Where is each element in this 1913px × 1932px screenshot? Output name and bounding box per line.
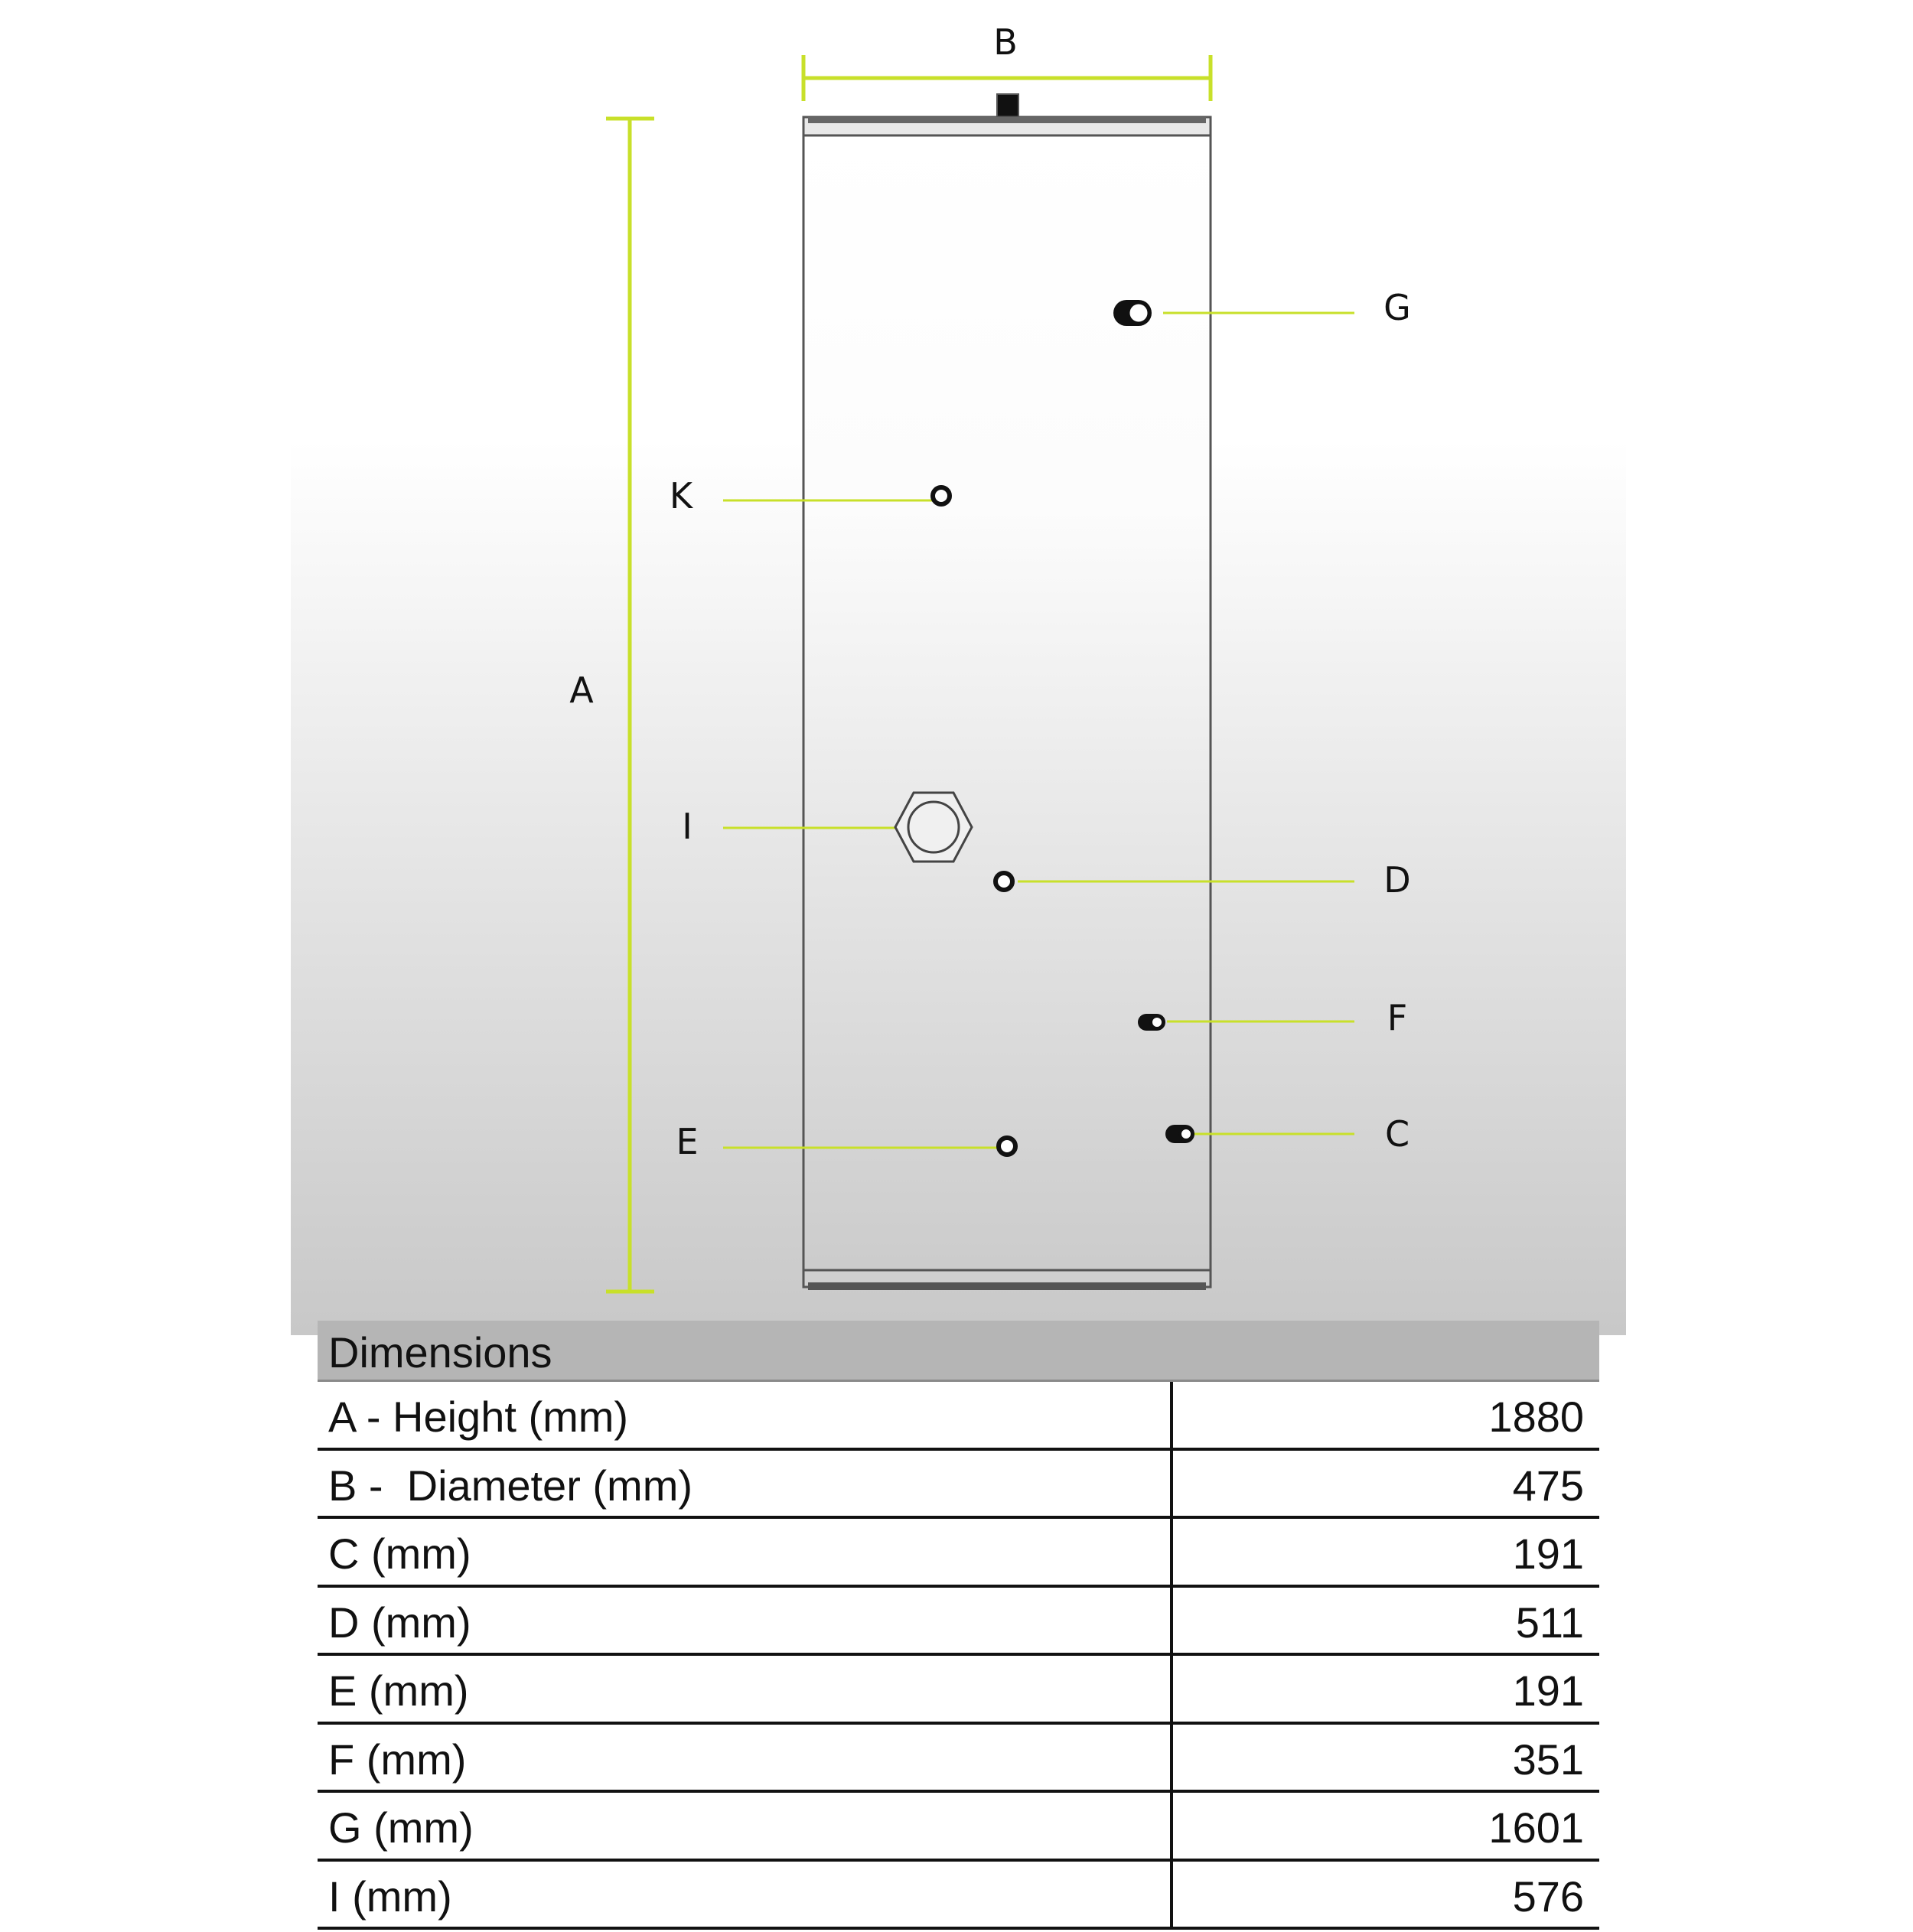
- dimensions-table: [318, 1321, 1599, 1930]
- port-k-icon: [933, 487, 950, 504]
- dimension-value: 1601: [1488, 1803, 1584, 1852]
- table-row: [318, 1793, 1599, 1862]
- port-d-icon: [996, 873, 1012, 890]
- dimension-name: B - Diameter (mm): [318, 1451, 1173, 1517]
- dimension-name: C (mm): [318, 1519, 1173, 1585]
- label-c: C: [1384, 1113, 1410, 1155]
- label-f: F: [1387, 997, 1408, 1038]
- table-row: [318, 1725, 1599, 1794]
- port-f-icon: [1138, 1014, 1165, 1031]
- table-row: [318, 1588, 1599, 1657]
- top-fitting-icon: [997, 94, 1018, 117]
- port-g-icon: [1113, 300, 1152, 326]
- dimension-value: 576: [1512, 1872, 1584, 1921]
- dimension-value: 191: [1512, 1666, 1584, 1715]
- dimension-value: 475: [1512, 1461, 1584, 1510]
- dimension-value: 511: [1515, 1598, 1584, 1647]
- dimension-name: G (mm): [318, 1793, 1173, 1859]
- dimension-value: 351: [1512, 1735, 1584, 1784]
- label-e: E: [676, 1121, 699, 1162]
- dimension-name: D (mm): [318, 1588, 1173, 1653]
- label-g: G: [1383, 287, 1411, 328]
- table-row: [318, 1656, 1599, 1725]
- tank-body: [803, 117, 1211, 1290]
- port-e-icon: [999, 1138, 1015, 1155]
- label-k: K: [669, 475, 693, 516]
- table-row: [318, 1451, 1599, 1520]
- dimension-value: 191: [1512, 1530, 1584, 1578]
- dimension-name: A - Height (mm): [318, 1382, 1173, 1448]
- table-row: [318, 1862, 1599, 1930]
- table-row: [318, 1382, 1599, 1451]
- label-d: D: [1383, 859, 1411, 901]
- label-i: I: [682, 806, 693, 847]
- dimension-name: E (mm): [318, 1656, 1173, 1722]
- port-c-icon: [1165, 1125, 1194, 1143]
- dimensions-table-title: Dimensions: [318, 1321, 1599, 1382]
- label-a: A: [569, 670, 594, 711]
- label-b: B: [993, 21, 1018, 63]
- dimension-value: 1880: [1488, 1393, 1584, 1441]
- dimension-name: I (mm): [318, 1862, 1173, 1927]
- dimension-name: F (mm): [318, 1725, 1173, 1790]
- table-row: [318, 1519, 1599, 1588]
